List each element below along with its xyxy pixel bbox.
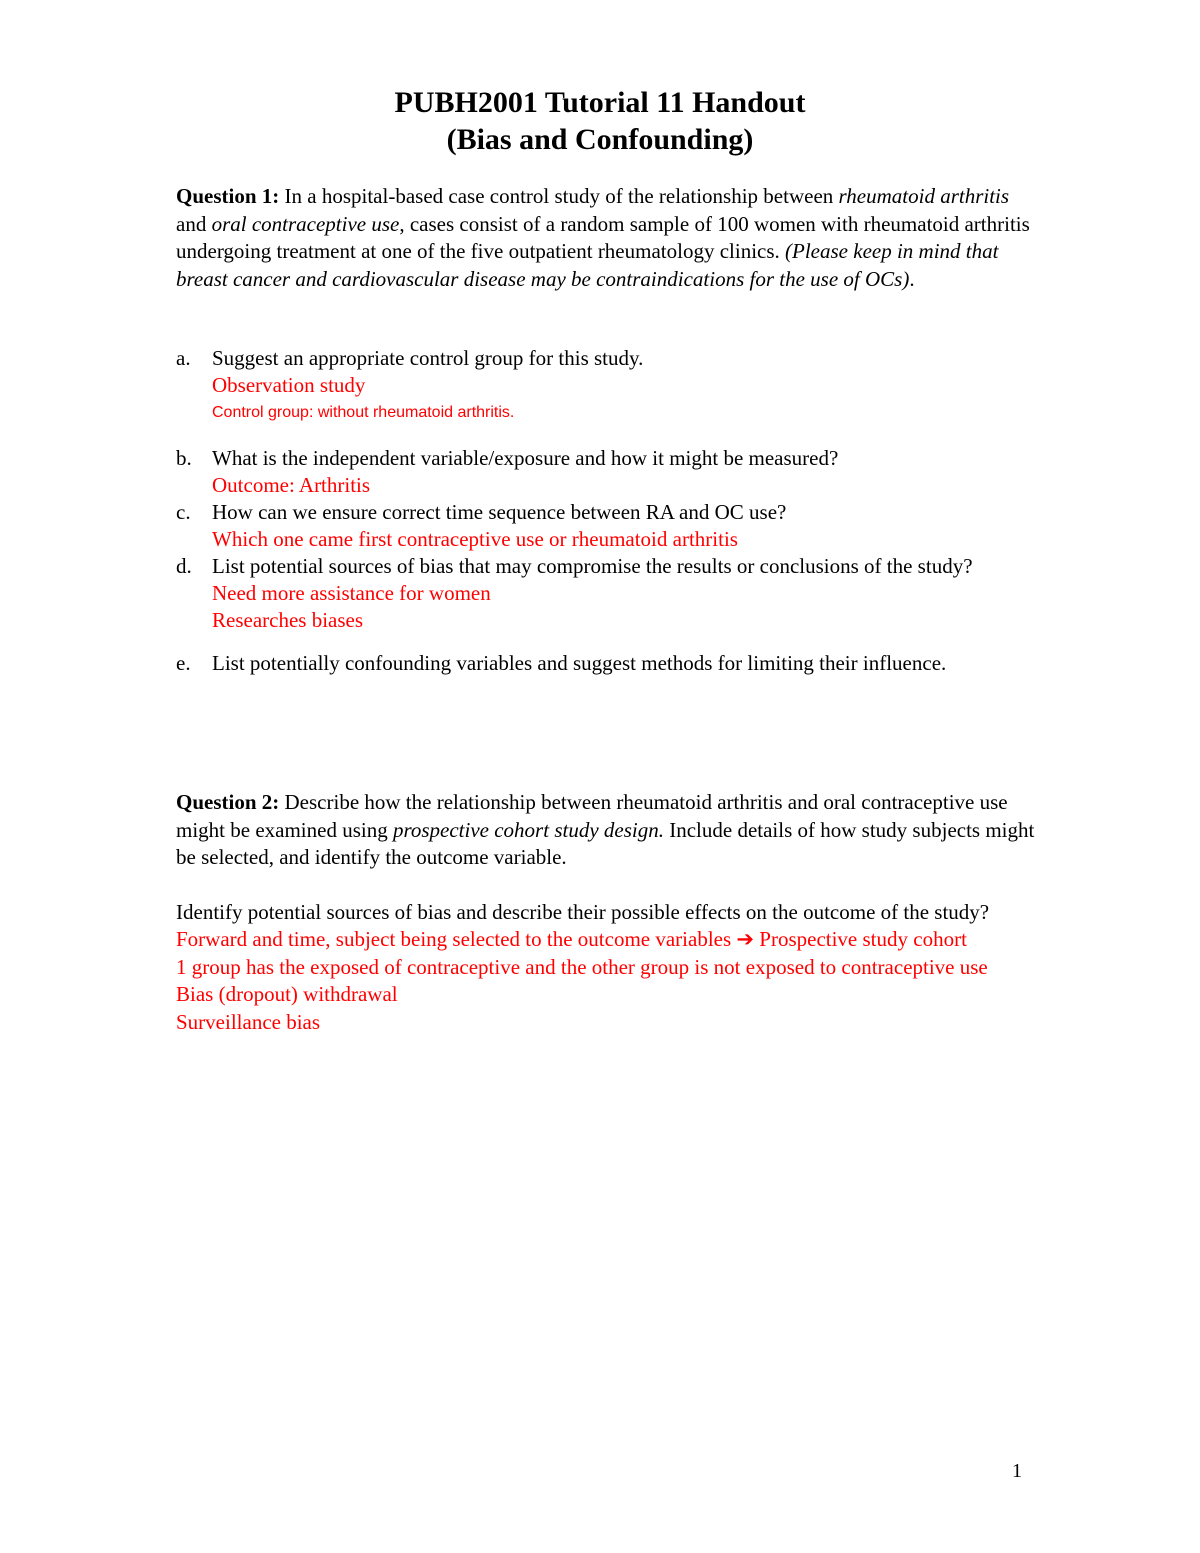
question-1-subquestions [176, 345, 1036, 677]
subquestion-marker: e. [176, 651, 191, 675]
subquestion-d [176, 553, 1036, 634]
subquestion-e [176, 650, 1036, 677]
answer-text-part: Forward and time, subject being selected to the outcome variables [176, 927, 737, 951]
answer-text-part: Prospective study cohort [754, 927, 967, 951]
answer-text: Researches biases [212, 608, 364, 632]
subquestion-marker: d. [176, 554, 192, 578]
answer-text: Which one came first contraceptive use or rheumatoid arthritis [212, 527, 738, 551]
question-1-text-part: . [909, 266, 915, 291]
subquestion-text: List potentially confounding variables and suggest methods for limiting their influence. [212, 651, 947, 675]
answer-text: Need more assistance for women [212, 581, 491, 605]
answer-text: Surveillance bias [176, 1009, 321, 1034]
question-1-text [176, 183, 1036, 293]
page-number: 1 [1012, 1460, 1022, 1482]
subquestion-b [176, 445, 1036, 499]
answer-text: Observation study [212, 373, 366, 397]
subquestion-c [176, 499, 1036, 553]
answer-text: 1 group has the exposed of contraceptive and the other group is not exposed to contraceptive use [176, 954, 988, 979]
document-title: PUBH2001 Tutorial 11 Handout [394, 86, 806, 119]
subquestion-marker: b. [176, 446, 192, 470]
answer-text: Outcome: Arthritis [212, 473, 371, 497]
question-2-prompt: Identify potential sources of bias and describe their possible effects on the outcome of the study? [176, 899, 990, 924]
arrow-right-icon: ➔ [736, 927, 755, 951]
question-2-text-part: Describe how the relationship between rheumatoid arthritis and oral contraceptive use might be examined using [176, 790, 1008, 842]
subquestion-a [176, 345, 1036, 427]
subquestion-marker: a. [176, 346, 191, 370]
subquestion-marker: c. [176, 500, 191, 524]
question-1-emphasis: oral contraceptive use [211, 211, 400, 236]
question-1-text-part: and [176, 211, 212, 236]
subquestion-text: How can we ensure correct time sequence between RA and OC use? [212, 500, 787, 524]
answer-text: Control group: without rheumatoid arthritis. [212, 404, 515, 421]
question-1 [176, 183, 1036, 293]
question-1-note: (Please keep in mind that breast cancer and cardiovascular disease may be contraindications for the use of OCs) [176, 239, 999, 291]
document-subtitle: (Bias and Confounding) [446, 123, 754, 156]
answer-text [176, 926, 1036, 954]
question-2-label: Question 2: [176, 790, 280, 814]
answer-text: Bias (dropout) withdrawal [176, 982, 398, 1006]
question-1-emphasis: rheumatoid arthritis [838, 184, 1010, 208]
subquestion-text: List potential sources of bias that may compromise the results or conclusions of the study? [212, 554, 973, 578]
question-2-emphasis: prospective cohort study design. [392, 817, 664, 842]
question-1-label: Question 1: [176, 184, 280, 208]
question-2 [176, 789, 1036, 1036]
subquestion-text: What is the independent variable/exposure and how it might be measured? [212, 446, 839, 470]
question-1-text-part: , cases consist of a random sample of 100 women with rheumatoid arthritis undergoing treatment at one of the five outpatient rheumatology clinics. [176, 211, 1030, 263]
question-1-text-part: In a hospital-based case control study of the relationship between [279, 184, 839, 208]
question-2-text [176, 789, 1036, 872]
subquestion-text: Suggest an appropriate control group for this study. [212, 346, 644, 370]
question-2-text-part: Include details of how study subjects might be selected, and identify the outcome variable. [176, 817, 1035, 869]
